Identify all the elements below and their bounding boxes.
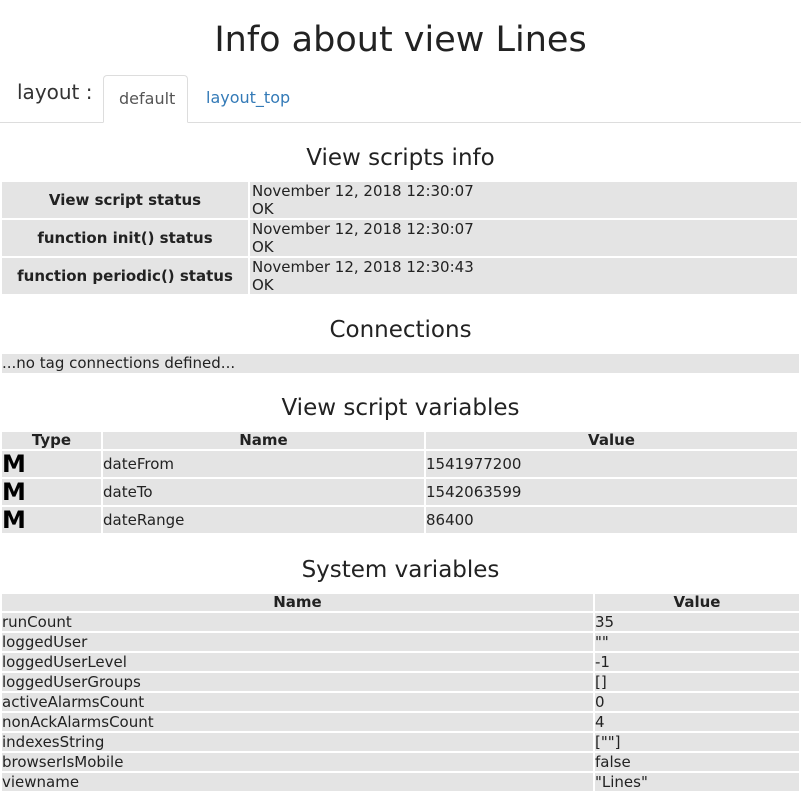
system-variables-title: System variables [301,557,500,583]
column-header: Name [103,432,424,449]
value-cell: "Lines" [595,773,799,791]
variable-type-icon: M [2,450,26,478]
value-cell: -1 [595,653,799,671]
table-row [2,182,797,218]
status-text: OK [252,200,274,218]
name-cell: loggedUser [2,633,593,651]
type-cell [2,507,101,533]
name-cell: dateTo [103,479,424,505]
name-cell: dateFrom [103,451,424,477]
value-cell: [""] [595,733,799,751]
system-variables-table [0,592,801,793]
status-date: November 12, 2018 12:30:43 [252,258,474,276]
status-date: November 12, 2018 12:30:07 [252,182,474,200]
name-cell: dateRange [103,507,424,533]
value-cell: 4 [595,713,799,731]
layout-tabs [0,72,801,123]
script-variables-title: View script variables [281,395,520,421]
table-row [2,753,799,771]
table-row [2,258,797,294]
scripts-info-table [0,180,799,296]
name-cell: activeAlarmsCount [2,693,593,711]
table-row [2,773,799,791]
table-row [2,220,797,256]
name-cell: browserIsMobile [2,753,593,771]
value-cell: 1542063599 [426,479,797,505]
column-header: Value [426,432,797,449]
row-label: View script status [2,182,248,218]
value-cell: false [595,753,799,771]
table-row [2,733,799,751]
connections-title: Connections [329,317,472,343]
variable-type-icon: M [2,478,26,506]
value-cell: 0 [595,693,799,711]
tab-default[interactable]: default [103,75,188,123]
column-header: Value [595,594,799,611]
table-row [2,613,799,631]
type-cell [2,451,101,477]
table-row [2,653,799,671]
table-row [2,713,799,731]
name-cell: indexesString [2,733,593,751]
column-header: Type [2,432,101,449]
value-cell: "" [595,633,799,651]
status-date: November 12, 2018 12:30:07 [252,220,474,238]
script-variables-table [0,430,799,535]
value-cell: 86400 [426,507,797,533]
type-cell [2,479,101,505]
table-row [2,693,799,711]
table-row [2,479,797,505]
table-row [2,673,799,691]
table-header [2,432,797,449]
name-cell: loggedUserGroups [2,673,593,691]
value-cell: 35 [595,613,799,631]
connections-empty-text: ...no tag connections defined... [2,354,799,373]
name-cell: runCount [2,613,593,631]
layout-label: layout : [17,80,93,104]
column-header: Name [2,594,593,611]
value-cell: [] [595,673,799,691]
page-title: Info about view Lines [214,20,587,60]
row-value [250,220,797,256]
name-cell: loggedUserLevel [2,653,593,671]
value-cell: 1541977200 [426,451,797,477]
status-text: OK [252,276,274,294]
scripts-info-title: View scripts info [306,145,495,171]
status-text: OK [252,238,274,256]
row-label: function init() status [2,220,248,256]
table-row [2,451,797,477]
row-label: function periodic() status [2,258,248,294]
table-header [2,594,799,611]
name-cell: viewname [2,773,593,791]
table-row [2,633,799,651]
name-cell: nonAckAlarmsCount [2,713,593,731]
variable-type-icon: M [2,506,26,534]
tab-layout-top[interactable]: layout_top [206,88,291,107]
row-value [250,258,797,294]
table-row [2,507,797,533]
row-value [250,182,797,218]
